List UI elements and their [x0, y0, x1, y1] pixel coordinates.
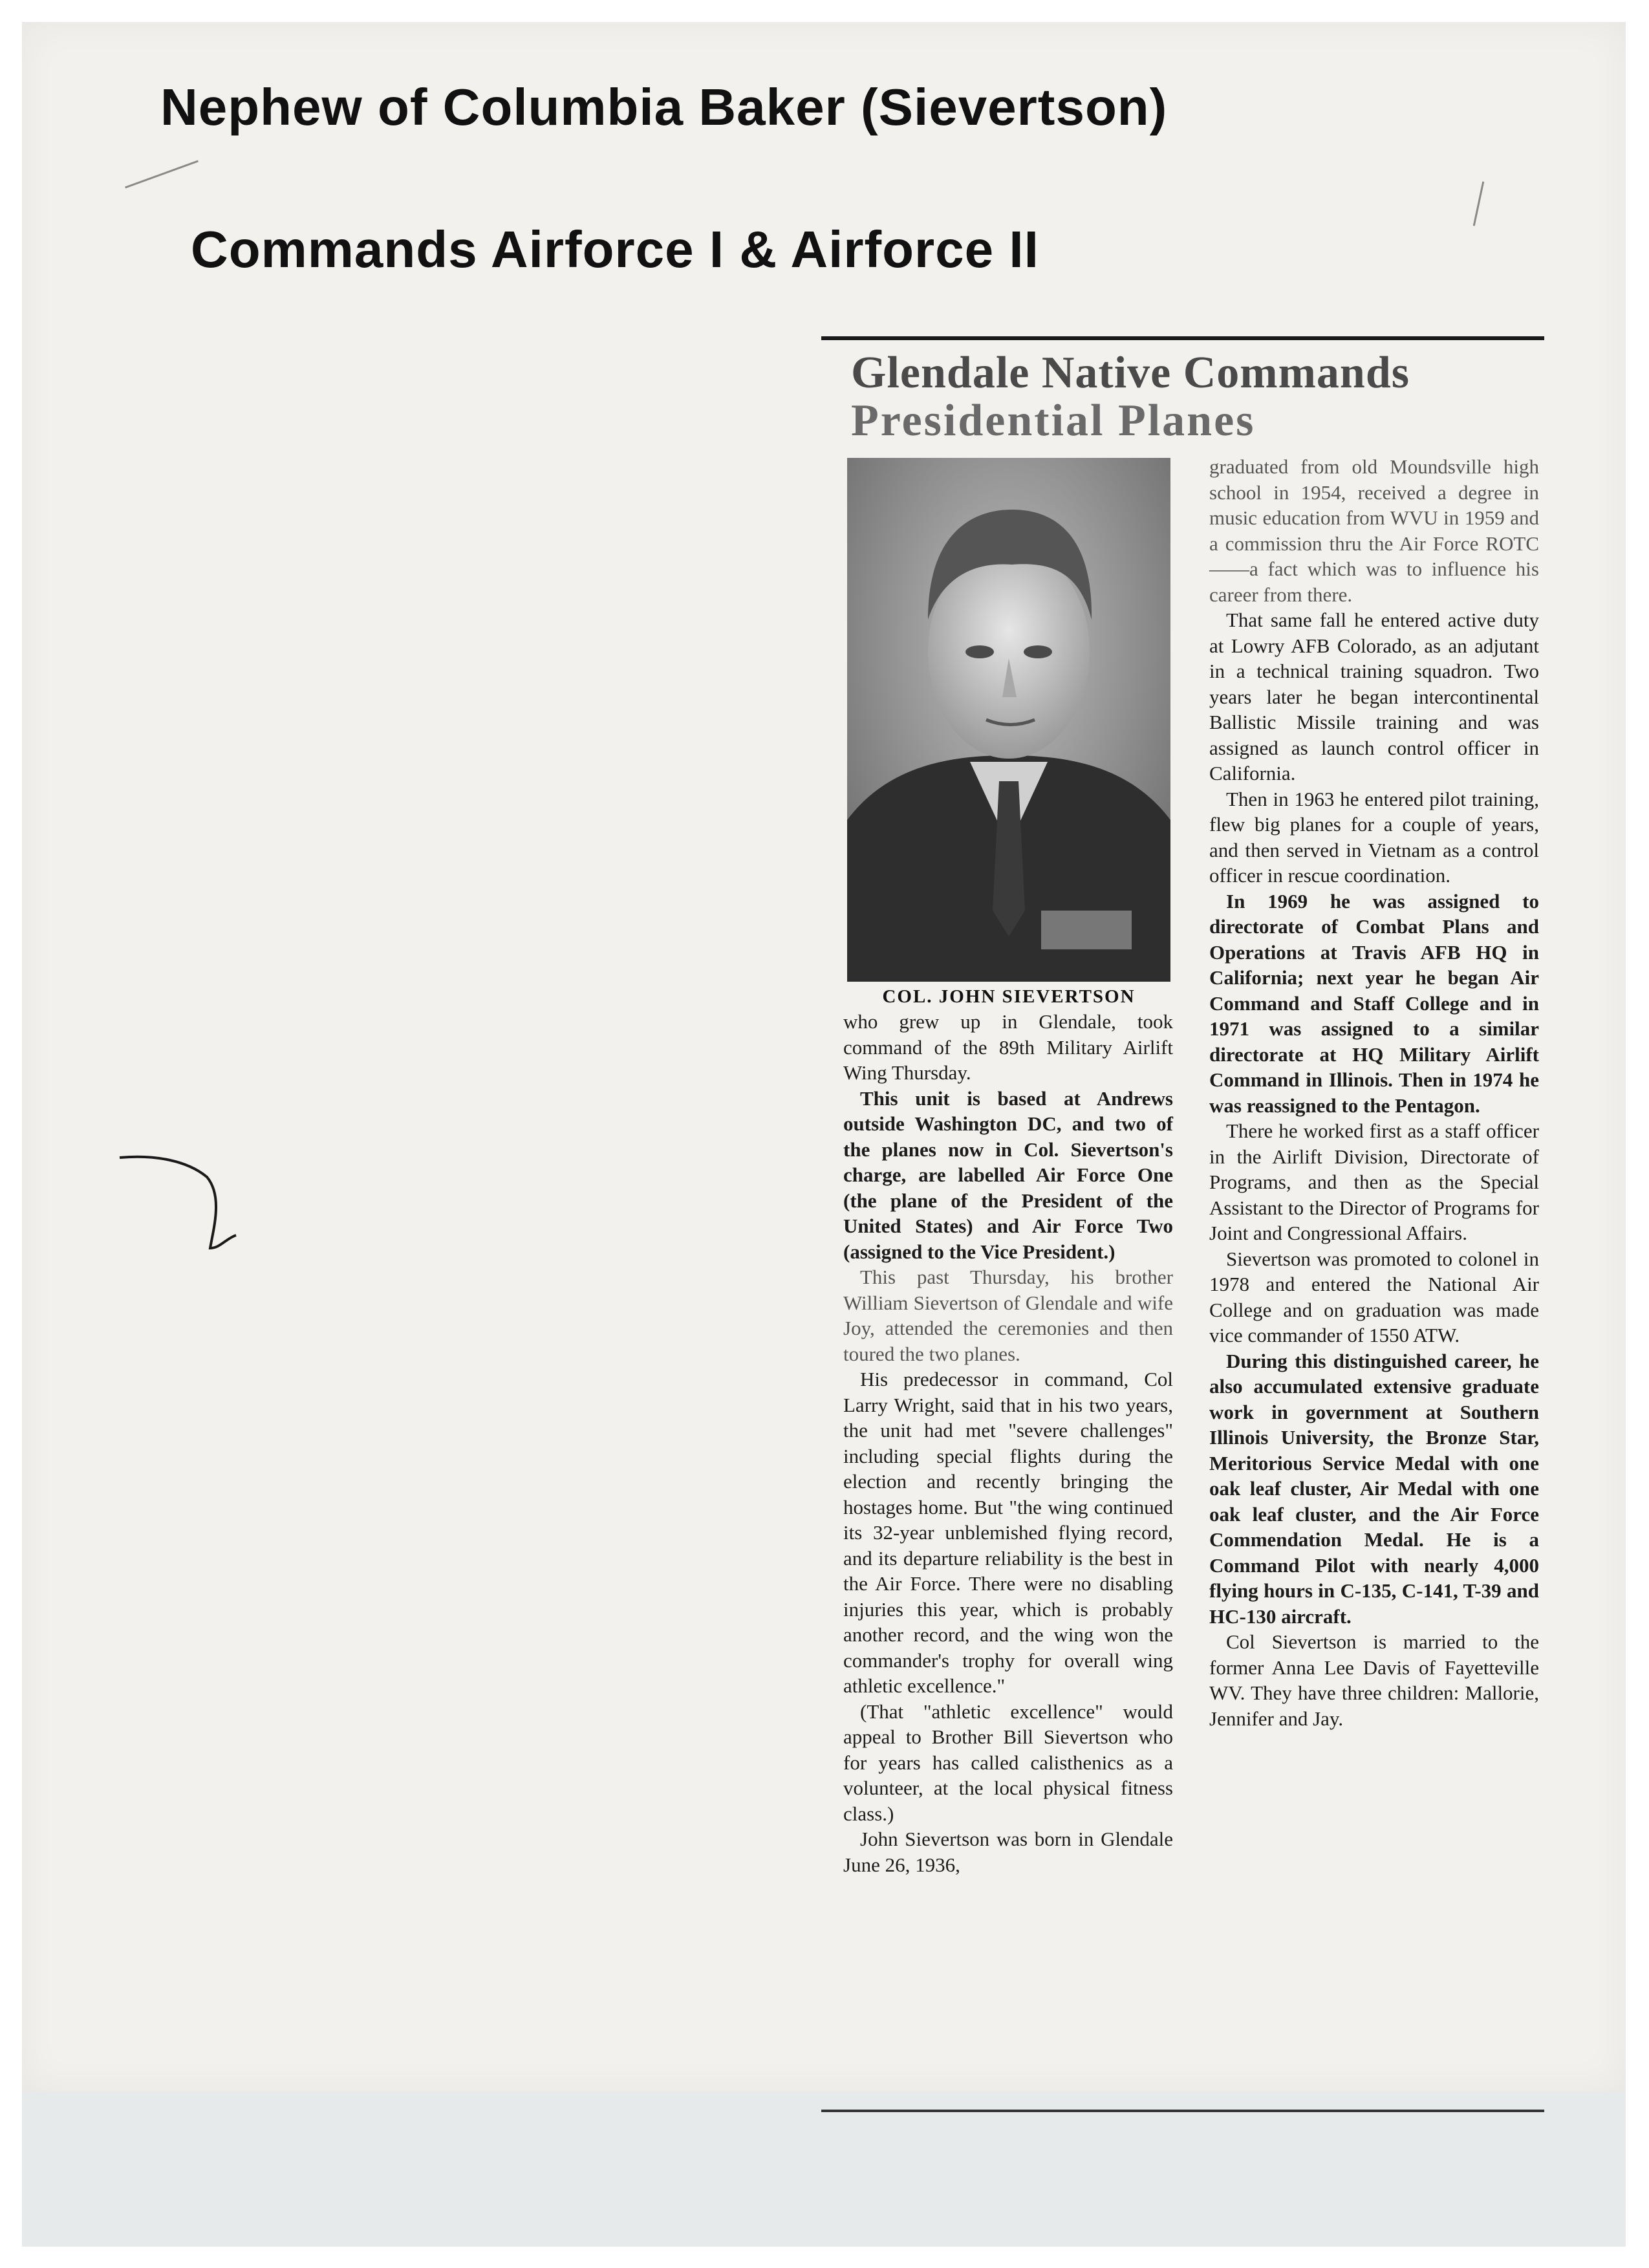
newspaper-clipping	[821, 336, 1565, 2128]
article-paragraph: graduated from old Moundsville high school in 1954, received a degree in music education from WVU in 1959 and a commission thru the Air Force ROTC——a fact which was to influence his career from there.	[1209, 455, 1539, 606]
article-left-column	[843, 1009, 1173, 1877]
article-paragraph: There he worked first as a staff officer in the Airlift Division, Directorate of Programs, and then as the Special Assistant to the Director of Programs for Joint and Congressional Affairs.	[1209, 1119, 1539, 1244]
article-paragraph: This past Thursday, his brother William Sievertson of Glendale and wife Joy, attended the ceremonies and then toured the two planes.	[843, 1266, 1173, 1365]
article-paragraph: That same fall he entered active duty at Lowry AFB Colorado, as an adjutant in a technical training squadron. Two years later he began intercontinental Ballistic Missile training and was assigned as launch control officer in California.	[1209, 609, 1539, 784]
article-paragraph: His predecessor in command, Col Larry Wright, said that in his two years, the unit had met "severe challenges" including special flights during the election and recently bringing the hostages home. But "the wing continued its 32-year unblemished flying record, and its departure reliability is the best in the Air Force. There were no disabling injuries this year, which is probably another record, and the wing won the commander's trophy for overall wing athletic excellence."	[843, 1368, 1173, 1697]
article-paragraph: This unit is based at Andrews outside Washington DC, and two of the planes now in Col. Sievertson's charge, are labelled Air Force One (the plane of the President of the United States) and Air Force Two (assigned to the Vice President.)	[843, 1086, 1173, 1263]
article-right-column	[1209, 454, 1539, 1731]
headline-line-1: Glendale Native Commands	[851, 348, 1410, 398]
clipping-bottom-rule	[821, 2110, 1544, 2112]
article-paragraph: (That "athletic excellence" would appeal to Brother Bill Sievertson who for years has called calisthenics as a volunteer, at the local physical fitness class.)	[843, 1700, 1173, 1825]
article-paragraph: In 1969 he was assigned to directorate of Combat Plans and Operations at Travis AFB HQ in California; next year he began Air Command and Staff College and in 1971 was assigned to a similar directorate at HQ Military Airlift Command in Illinois. Then in 1974 he was reassigned to the Pentagon.	[1209, 889, 1539, 1117]
article-paragraph: who grew up in Glendale, took command of the 89th Military Airlift Wing Thursday.	[843, 1010, 1173, 1084]
portrait-illustration	[847, 458, 1170, 982]
article-paragraph: Sievertson was promoted to colonel in 1978 and entered the National Air College and on graduation was made vice commander of 1550 ATW.	[1209, 1247, 1539, 1346]
headline-line-2: Presidential Planes	[851, 396, 1256, 446]
clipping-top-rule	[821, 336, 1544, 340]
portrait-photo	[847, 458, 1170, 982]
annotation-line-2: Commands Airforce I & Airforce II	[191, 221, 1039, 278]
article-paragraph: Then in 1963 he entered pilot training, flew big planes for a couple of years, and then served in Vietnam as a control officer in rescue coordination.	[1209, 787, 1539, 887]
article-paragraph: John Sievertson was born in Glendale June 26, 1936,	[843, 1828, 1173, 1876]
pen-squiggle	[116, 1151, 259, 1268]
article-headline	[851, 349, 1549, 445]
photo-caption: COL. JOHN SIEVERTSON	[882, 986, 1136, 1007]
article-paragraph: During this distinguished career, he also accumulated extensive graduate work in government at Southern Illinois University, the Bronze Star, Meritorious Service Medal with one oak leaf cluster, Air Medal with one oak leaf cluster, and the Air Force Commendation Medal. He is a Command Pilot with nearly 4,000 flying hours in C-135, C-141, T-39 and HC-130 aircraft.	[1209, 1349, 1539, 1628]
article-paragraph: Col Sievertson is married to the former Anna Lee Davis of Fayetteville WV. They have three children: Mallorie, Jennifer and Jay.	[1209, 1630, 1539, 1730]
annotation-line-1: Nephew of Columbia Baker (Sievertson)	[160, 78, 1168, 136]
